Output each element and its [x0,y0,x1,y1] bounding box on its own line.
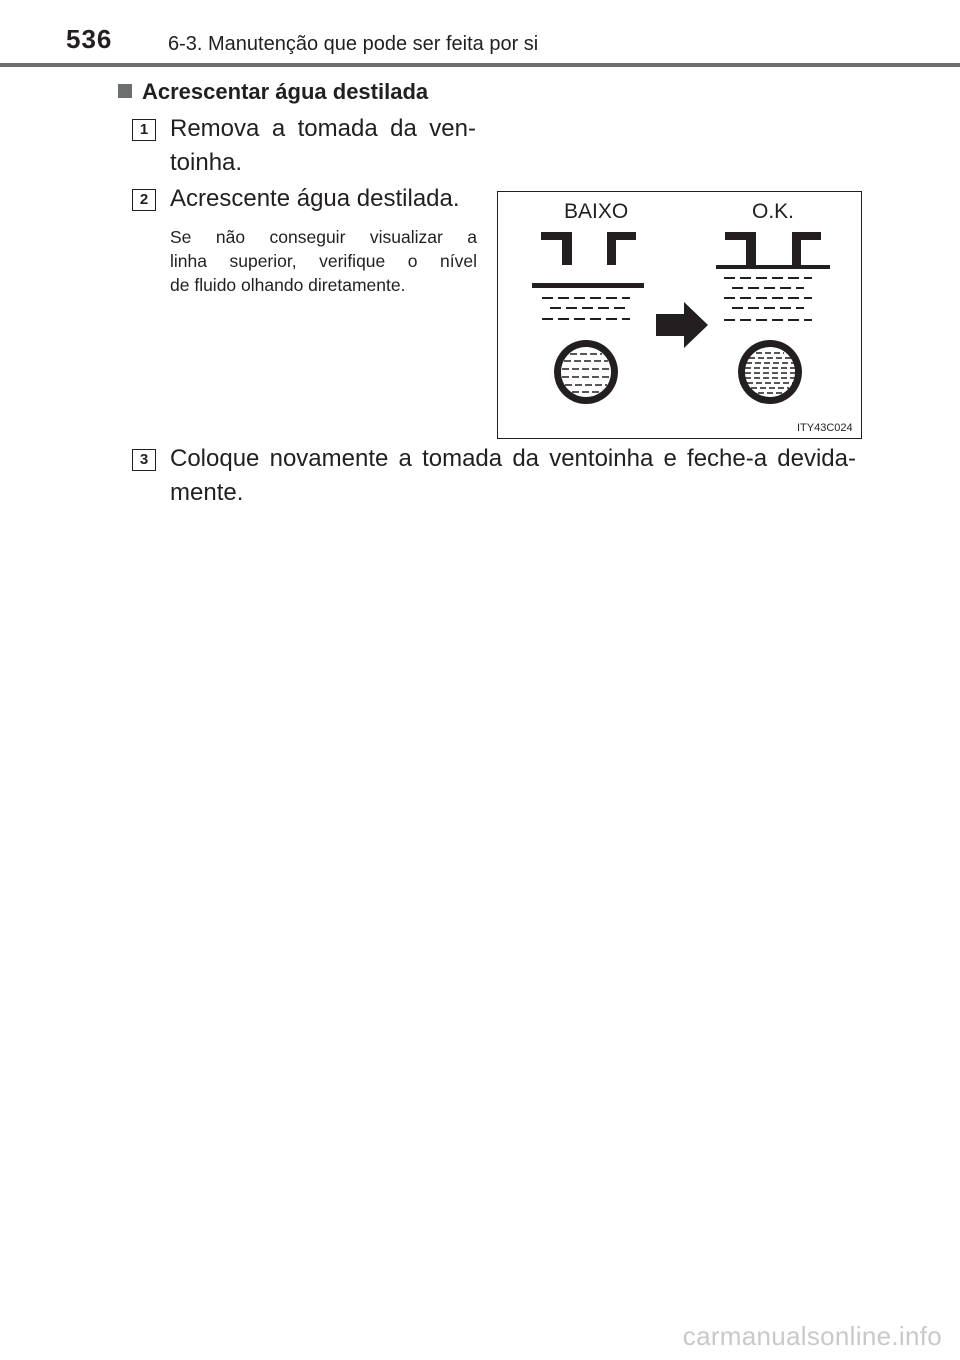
step-1-text [170,112,476,180]
left-cell-liquid [542,298,630,319]
step-1-line-1: Remova a tomada da ven- [170,115,476,142]
battery-level-illustration [498,192,863,440]
heading-marker-icon [118,84,132,98]
step-3-number: 3 [132,449,156,471]
figure-label-ok: O.K. [752,200,795,223]
step-2-note [170,225,477,297]
section-heading [118,79,428,105]
bracket-left-2 [607,232,636,265]
section-header: 6-3. Manutenção que pode ser feita por si [168,33,539,55]
figure-code: ITY43C024 [797,422,853,434]
step-3-line-2: mente. [170,479,244,506]
low-level-line [532,283,644,288]
right-cell-ok-level [716,232,830,269]
bracket-left-1 [541,232,572,265]
left-cell-low-level [532,232,644,288]
step-2-text: Acrescente água destilada. [170,185,460,212]
step-2-note-line-2: linha superior, verifique o nível [170,251,477,271]
arrow-right-icon [656,302,708,348]
step-2-note-line-1: Se não conseguir visualizar a [170,227,477,247]
header-rule [0,63,960,67]
watermark: carmanualsonline.info [682,1321,942,1351]
battery-level-figure [497,191,862,439]
step-1-line-2: toinha. [170,149,243,176]
step-3-text [170,442,856,510]
sight-glass-full-icon [738,340,802,404]
right-cell-liquid [724,278,812,320]
bracket-right-1 [725,232,756,265]
sight-glass-icon [554,340,618,404]
step-2-number: 2 [132,189,156,211]
step-3-line-1: Coloque novamente a tomada da ventoinha e feche-a devida- [170,445,856,472]
step-1-number: 1 [132,119,156,141]
page-number: 536 [66,24,113,54]
step-2-note-line-3: de fluido olhando diretamente. [170,275,406,295]
figure-label-low: BAIXO [564,200,629,223]
ok-level-line [716,265,830,269]
heading-text: Acrescentar água destilada [142,79,429,104]
bracket-right-2 [792,232,821,265]
